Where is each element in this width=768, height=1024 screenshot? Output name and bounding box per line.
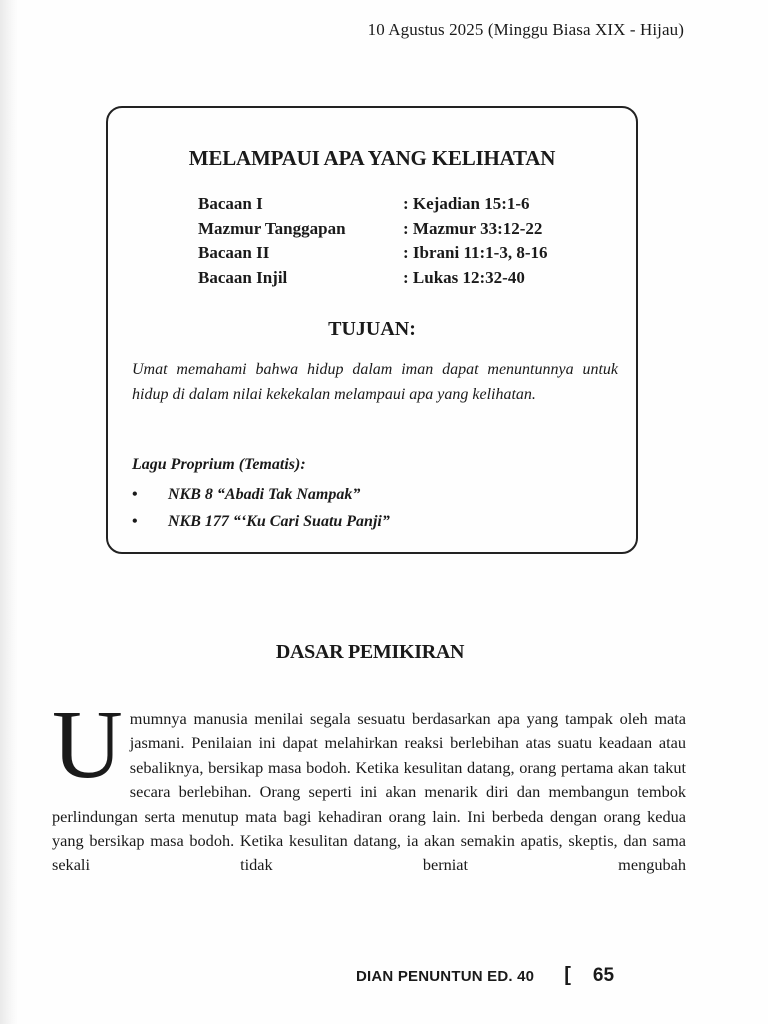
bullet: •	[132, 486, 138, 503]
header-date: 10 Agustus 2025 (Minggu Biasa XIX - Hijau)	[367, 20, 684, 39]
tujuan-text: Umat memahami bahwa hidup dalam iman dapat menuntunnya untuk hidup di dalam nilai kekekalan melampaui apa yang kelihatan.	[132, 361, 618, 403]
lagu-item-text: NKB 177 “‘Ku Cari Suatu Panji”	[168, 513, 390, 530]
reading-value: : Ibrani 11:1-3, 8-16	[403, 243, 548, 262]
reading-label: Bacaan II	[198, 243, 270, 262]
lagu-heading: Lagu Proprium (Tematis):	[132, 456, 306, 473]
lagu-list	[132, 481, 390, 535]
reading-row	[198, 217, 548, 242]
reading-row	[198, 241, 548, 266]
page-number: 65	[592, 965, 615, 986]
footer-edition: DIAN PENUNTUN ED. 40	[356, 968, 535, 985]
reading-label: Mazmur Tanggapan	[198, 218, 346, 238]
reading-label: Bacaan I	[198, 194, 263, 213]
bullet: •	[132, 513, 138, 530]
body-paragraph	[52, 691, 686, 878]
page-edge	[0, 0, 18, 1024]
reading-value: : Lukas 12:32-40	[403, 267, 525, 287]
tujuan-title: TUJUAN:	[328, 318, 416, 340]
footer-bracket: [	[564, 964, 571, 986]
lagu-item-text: NKB 8 “Abadi Tak Nampak”	[168, 486, 361, 503]
reading-value: : Kejadian 15:1-6	[403, 194, 530, 213]
list-item	[132, 481, 390, 508]
body-text: mumnya manusia menilai segala sesuatu berdasarkan apa yang tampak oleh mata jasmani. Penilaian ini dapat melahirkan reaksi berlebihan atas suatu keadaan atau sebaliknya, bersikap masa bodoh. Ketika kesulitan datang, orang pertama akan takut secara berlebihan. Orang seperti ini akan menarik diri dan membangun tembok perlindungan serta menutup mata bagi kehadiran orang lain. Ini berbeda dengan orang kedua yang bersikap masa bodoh. Ketika kesulitan datang, ia akan semakin apatis, skeptis, dan sama sekali tidak berniat mengubah	[52, 709, 686, 875]
list-item	[132, 508, 390, 535]
reading-row	[198, 192, 548, 217]
box-title: MELAMPAUI APA YANG KELIHATAN	[188, 146, 556, 170]
section-title: DASAR PEMIKIRAN	[275, 641, 465, 663]
page-footer	[356, 964, 614, 987]
reading-row	[198, 266, 548, 291]
readings-list	[198, 192, 548, 290]
reading-value: : Mazmur 33:12-22	[403, 218, 543, 238]
drop-cap: U	[52, 691, 123, 799]
info-box	[106, 106, 638, 554]
reading-label: Bacaan Injil	[198, 267, 288, 287]
